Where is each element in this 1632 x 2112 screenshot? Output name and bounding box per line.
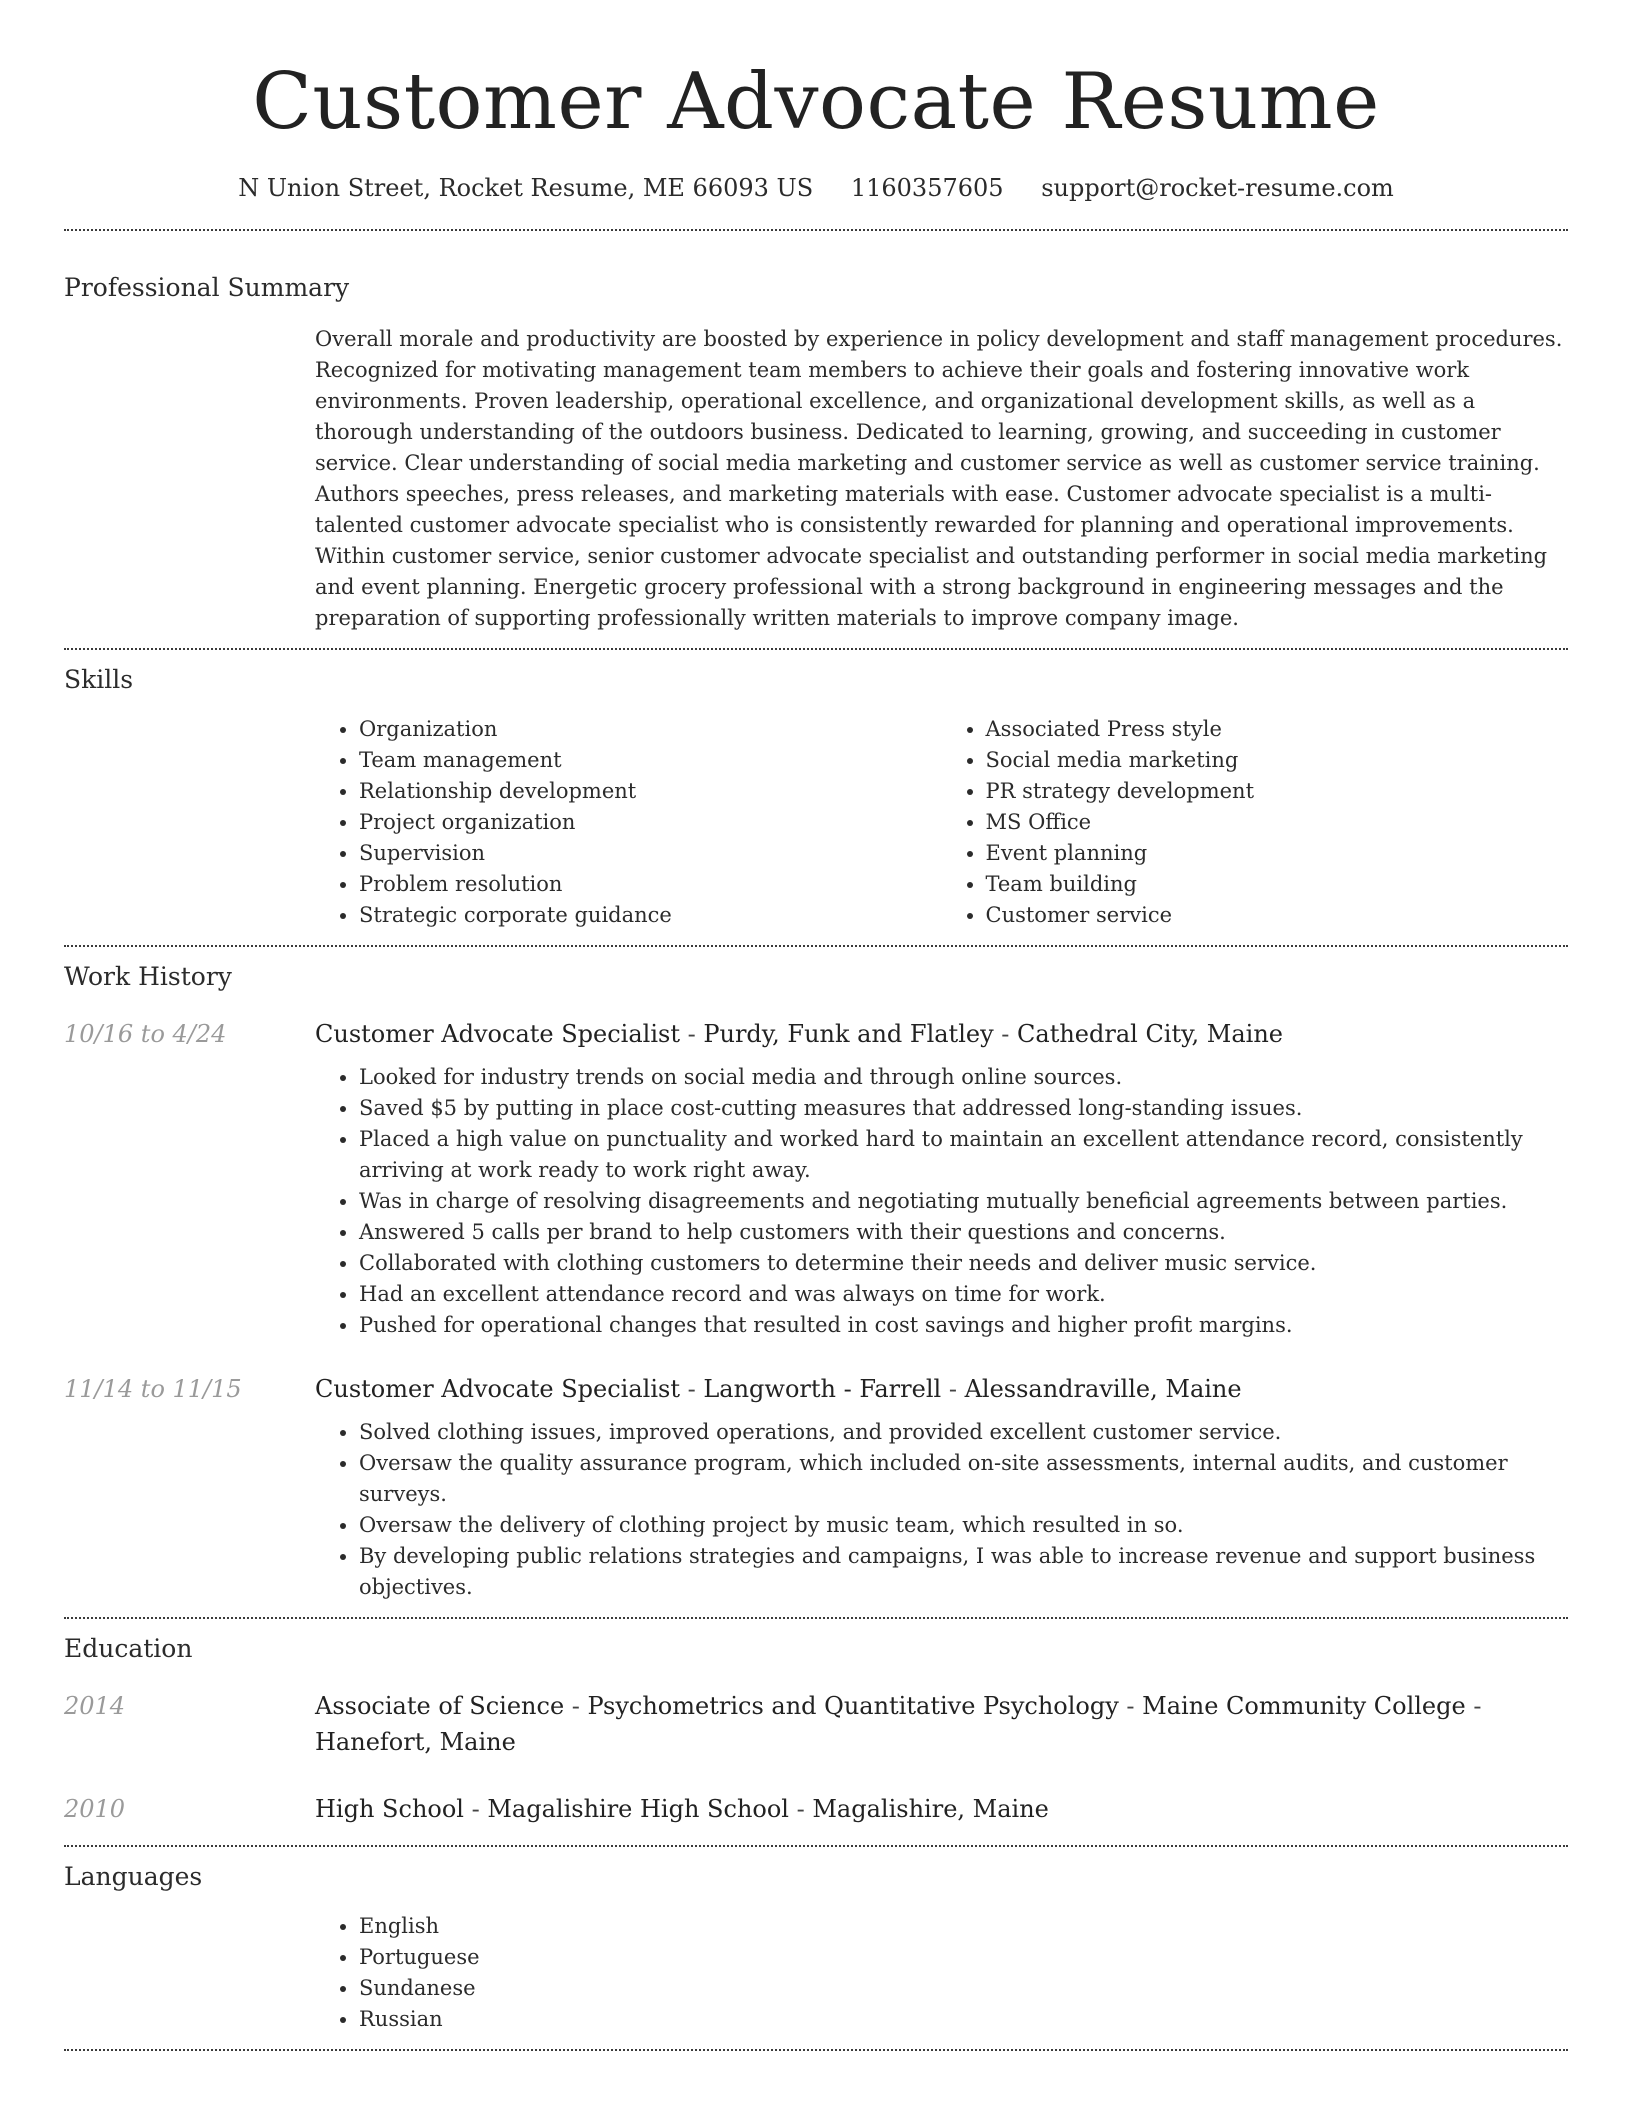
contact-line <box>64 172 1568 204</box>
list-item: • Saved $5 by putting in place cost-cutting measures that addressed long-standing issues. <box>359 1093 1568 1124</box>
divider <box>64 2049 1568 2051</box>
skills-section <box>64 650 1568 931</box>
school-location: Magalishire, Maine <box>812 1795 1049 1823</box>
education-entry <box>64 1688 1568 1760</box>
education-year: 2014 <box>64 1692 126 1720</box>
school-location: Hanefort, Maine <box>315 1728 516 1756</box>
list-item: • Team management <box>359 745 942 776</box>
list-item: • Event planning <box>986 838 1569 869</box>
list-item: • PR strategy development <box>986 776 1569 807</box>
list-item: • MS Office <box>986 807 1569 838</box>
list-item: • Solved clothing issues, improved operations, and provided excellent customer service. <box>359 1417 1568 1448</box>
list-item: • Oversaw the quality assurance program, which included on-site assessments, internal audits, and customer surveys. <box>359 1448 1568 1510</box>
school: Magalishire High School <box>487 1795 789 1823</box>
job-title: Customer Advocate Specialist <box>315 1020 680 1048</box>
job-title: Customer Advocate Specialist <box>315 1375 680 1403</box>
degree: High School <box>315 1795 464 1823</box>
education-year: 2010 <box>64 1795 126 1823</box>
list-item: • Placed a high value on punctuality and worked hard to maintain an excellent attendance record, consistently arriving at work ready to work right away. <box>359 1124 1568 1186</box>
list-item: • Strategic corporate guidance <box>359 900 942 931</box>
list-item: • Oversaw the delivery of clothing project by music team, which resulted in so. <box>359 1510 1568 1541</box>
job-bullets <box>315 1062 1568 1341</box>
resume-title: Customer Advocate Resume <box>252 57 1380 147</box>
job-bullets <box>315 1417 1568 1603</box>
list-item: • Social media marketing <box>986 745 1569 776</box>
education-entry <box>64 1791 1568 1827</box>
list-item: • Organization <box>359 714 942 745</box>
list-item: • Customer service <box>986 900 1569 931</box>
job-heading: Customer Advocate Specialist - Langworth - Farrell - Alessandraville, Maine <box>315 1375 1242 1403</box>
list-item: • Supervision <box>359 838 942 869</box>
job-location: Alessandraville, Maine <box>964 1375 1242 1403</box>
list-item: • Sundanese <box>359 1973 1568 2004</box>
list-item: • Had an excellent attendance record and was always on time for work. <box>359 1279 1568 1310</box>
school: Maine Community College <box>1142 1692 1466 1720</box>
email[interactable]: support@rocket-resume.com <box>1041 174 1394 202</box>
education-section <box>64 1619 1568 1827</box>
list-item: • Russian <box>359 2004 1568 2035</box>
skills-grid <box>315 714 1568 931</box>
job-entry <box>64 1371 1568 1407</box>
section-heading-languages: Languages <box>64 1862 203 1891</box>
languages-list <box>315 1911 1568 2035</box>
list-item: • By developing public relations strategies and campaigns, I was able to increase revenue and support business objectives. <box>359 1541 1568 1603</box>
list-item: • Relationship development <box>359 776 942 807</box>
section-heading-education: Education <box>64 1634 193 1663</box>
list-item: • Was in charge of resolving disagreements and negotiating mutually beneficial agreements between parties. <box>359 1186 1568 1217</box>
education-heading: Associate of Science - Psychometrics and Quantitative Psychology - Maine Community College - Hanefort, Maine <box>315 1692 1482 1756</box>
job-entry <box>64 1016 1568 1052</box>
summary-section <box>64 231 1568 634</box>
field-of-study: Psychometrics and Quantitative Psychology <box>587 1692 1119 1720</box>
job-company: Langworth - Farrell <box>703 1375 942 1403</box>
list-item: • English <box>359 1911 1568 1942</box>
degree: Associate of Science <box>315 1692 565 1720</box>
list-item: • Team building <box>986 869 1569 900</box>
education-heading: High School - Magalishire High School - Magalishire, Maine <box>315 1795 1049 1823</box>
section-heading-skills: Skills <box>64 665 134 694</box>
skills-list-left <box>315 714 942 931</box>
list-item: • Looked for industry trends on social media and through online sources. <box>359 1062 1568 1093</box>
languages-section <box>64 1847 1568 2035</box>
list-item: • Answered 5 calls per brand to help customers with their questions and concerns. <box>359 1217 1568 1248</box>
list-item: • Associated Press style <box>986 714 1569 745</box>
list-item: • Portuguese <box>359 1942 1568 1973</box>
job-dates: 11/14 to 11/15 <box>64 1375 242 1403</box>
job-location: Cathedral City, Maine <box>1017 1020 1283 1048</box>
work-section <box>64 947 1568 1603</box>
job-dates: 10/16 to 4/24 <box>64 1020 227 1048</box>
phone: 1160357605 <box>850 174 1004 202</box>
job-company: Purdy, Funk and Flatley <box>703 1020 994 1048</box>
address: N Union Street, Rocket Resume, ME 66093 US <box>238 174 814 202</box>
list-item: • Problem resolution <box>359 869 942 900</box>
skills-list-right <box>942 714 1569 931</box>
job-heading: Customer Advocate Specialist - Purdy, Funk and Flatley - Cathedral City, Maine <box>315 1020 1283 1048</box>
section-heading-work: Work History <box>64 962 232 991</box>
list-item: • Pushed for operational changes that resulted in cost savings and higher profit margins. <box>359 1310 1568 1341</box>
section-heading-summary: Professional Summary <box>64 273 350 302</box>
list-item: • Project organization <box>359 807 942 838</box>
summary-text: Overall morale and productivity are boosted by experience in policy development and staff management procedures. Recognized for motivating management team members to achieve their goals and fostering innovative work environments. Proven leadership, operational excellence, and organizational development skills, as well as a thorough understanding of the outdoors business. Dedicated to learning, growing, and succeeding in customer service. Clear understanding of social media marketing and customer service as well as customer service training. Authors speeches, press releases, and marketing materials with ease. Customer advocate specialist is a multi-talented customer advocate specialist who is consistently rewarded for planning and operational improvements. Within customer service, senior customer advocate specialist and outstanding performer in social media marketing and event planning. Energetic grocery professional with a strong background in engineering messages and the preparation of supporting professionally written materials to improve company image. <box>315 327 1563 630</box>
list-item: • Collaborated with clothing customers to determine their needs and deliver music service. <box>359 1248 1568 1279</box>
